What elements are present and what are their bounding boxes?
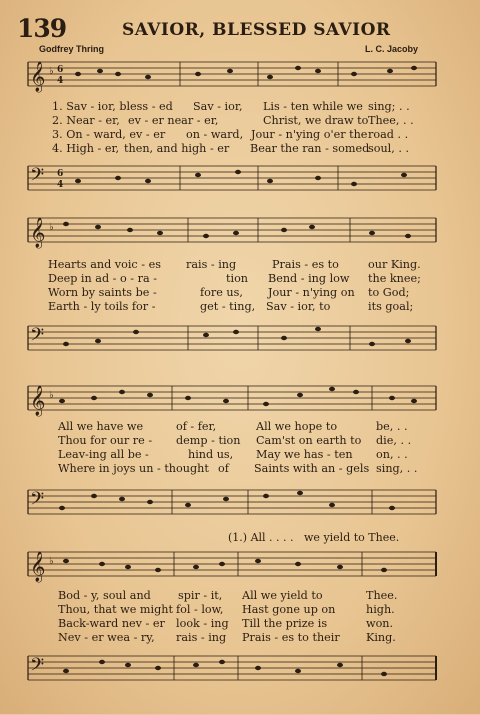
verse-line bbox=[0, 631, 480, 645]
music-staff-treble-3 bbox=[0, 380, 480, 420]
svg-text:𝄞: 𝄞 bbox=[30, 218, 46, 248]
hymn-number: 139 bbox=[17, 14, 67, 43]
lyric-fragment: our King. bbox=[368, 258, 421, 271]
lyric-fragment: to God; bbox=[368, 286, 410, 299]
verse-line bbox=[0, 603, 480, 617]
music-staff-treble-4 bbox=[0, 546, 480, 586]
svg-text:4: 4 bbox=[57, 180, 64, 190]
lyric-fragment: Where in joys un - thought bbox=[58, 462, 209, 475]
lyric-fragment: Prais - es to their bbox=[242, 631, 340, 644]
svg-text:𝄞: 𝄞 bbox=[30, 62, 46, 92]
lyric-fragment: high. bbox=[366, 603, 395, 616]
music-staff-treble-2 bbox=[0, 212, 480, 252]
svg-text:4: 4 bbox=[57, 76, 64, 86]
lyric-fragment: 4. High - er, bbox=[52, 142, 120, 155]
verse-line bbox=[0, 114, 480, 128]
verse-line bbox=[0, 434, 480, 448]
svg-text:♭: ♭ bbox=[49, 66, 54, 77]
lyric-fragment: Hast gone up on bbox=[242, 603, 336, 616]
lyric-fragment: tion bbox=[226, 272, 249, 285]
svg-text:♭: ♭ bbox=[49, 556, 54, 567]
svg-text:6: 6 bbox=[57, 65, 64, 75]
lyric-fragment: Thee, . . bbox=[368, 114, 414, 127]
lyric-fragment: fore us, bbox=[200, 286, 243, 299]
lyric-fragment: Bend - ing low bbox=[268, 272, 350, 285]
author-credit: Godfrey Thring bbox=[39, 44, 104, 54]
lyric-fragment: ev - er near - er, bbox=[128, 114, 219, 127]
lyric-fragment: Deep in ad - o - ra - bbox=[48, 272, 157, 285]
lyric-fragment: fol - low, bbox=[176, 603, 224, 616]
lyric-fragment: on, . . bbox=[376, 448, 408, 461]
lyric-fragment: die, . . bbox=[376, 434, 412, 447]
lyric-fragment: won. bbox=[366, 617, 394, 630]
lyric-fragment: Thee. bbox=[366, 589, 398, 602]
lyric-fragment: Prais - es to bbox=[272, 258, 339, 271]
music-staff-bass-2 bbox=[0, 320, 480, 360]
lyric-fragment: All we yield to bbox=[242, 589, 323, 602]
svg-text:𝄢: 𝄢 bbox=[30, 489, 45, 514]
lyric-fragment: Back-ward nev - er bbox=[58, 617, 165, 630]
lyric-fragment: soul, . . bbox=[368, 142, 410, 155]
lyric-fragment: Leav-ing all be - bbox=[58, 448, 149, 461]
lyric-fragment: 3. On - ward, ev - er bbox=[52, 128, 166, 141]
svg-text:6: 6 bbox=[57, 169, 64, 179]
lyric-fragment: Hearts and voic - es bbox=[48, 258, 161, 271]
lyric-fragment: Sav - ior, to bbox=[266, 300, 331, 313]
music-staff-bass-1 bbox=[0, 160, 480, 200]
lyric-fragment: be, . . bbox=[376, 420, 408, 433]
music-staff-treble-1 bbox=[0, 56, 480, 96]
lyric-fragment: rais - ing bbox=[186, 258, 237, 271]
music-staff-bass-4 bbox=[0, 650, 480, 690]
svg-text:𝄢: 𝄢 bbox=[30, 655, 45, 680]
svg-text:♭: ♭ bbox=[49, 222, 54, 233]
lyric-fragment: hind us, bbox=[188, 448, 234, 461]
lyric-fragment: sing; . . bbox=[368, 100, 410, 113]
lyric-fragment: 2. Near - er, bbox=[52, 114, 120, 127]
verse-line bbox=[0, 286, 480, 300]
lyric-fragment: Thou for our re - bbox=[58, 434, 153, 447]
lyric-fragment: on - ward, bbox=[186, 128, 244, 141]
verse-line bbox=[0, 272, 480, 286]
svg-text:𝄞: 𝄞 bbox=[30, 552, 46, 582]
lyric-fragment: Sav - ior, bbox=[193, 100, 243, 113]
verse-line bbox=[0, 142, 480, 156]
svg-text:𝄢: 𝄢 bbox=[30, 325, 45, 350]
lyric-fragment: Christ, we draw to bbox=[263, 114, 369, 127]
lyric-fragment: the knee; bbox=[368, 272, 421, 285]
verse-line bbox=[0, 420, 480, 434]
lyric-fragment: Jour - n'ying o'er the bbox=[251, 128, 368, 141]
lyric-fragment: Jour - n'ying on bbox=[268, 286, 355, 299]
svg-text:𝄢: 𝄢 bbox=[30, 165, 45, 190]
lyric-fragment: Nev - er wea - ry, bbox=[58, 631, 155, 644]
hymn-title: SAVIOR, BLESSED SAVIOR bbox=[122, 20, 391, 40]
lyric-fragment: get - ting, bbox=[200, 300, 256, 313]
lyric-fragment: Bod - y, soul and bbox=[58, 589, 151, 602]
lyric-fragment: Cam'st on earth to bbox=[256, 434, 362, 447]
lyric-fragment: King. bbox=[366, 631, 396, 644]
verse-line bbox=[0, 617, 480, 631]
svg-text:♭: ♭ bbox=[49, 390, 54, 401]
verse-line bbox=[0, 448, 480, 462]
lyric-fragment: Earth - ly toils for - bbox=[48, 300, 156, 313]
lyric-fragment: its goal; bbox=[368, 300, 414, 313]
lyric-fragment: Lis - ten while we bbox=[263, 100, 363, 113]
lyric-fragment: Bear the ran - somed bbox=[250, 142, 370, 155]
verse-line bbox=[0, 462, 480, 476]
lyric-fragment: 1. Sav - ior, bless - ed bbox=[52, 100, 173, 113]
verse-line bbox=[0, 100, 480, 114]
lyric-fragment: All we have we bbox=[58, 420, 144, 433]
lyric-fragment: of bbox=[218, 462, 229, 475]
lyric-fragment: Thou, that we might bbox=[58, 603, 173, 616]
lyric-fragment: look - ing bbox=[176, 617, 229, 630]
verse-line bbox=[0, 300, 480, 314]
lyric-fragment: Saints with an - gels bbox=[254, 462, 370, 475]
music-staff-bass-3 bbox=[0, 484, 480, 524]
lyric-fragment: demp - tion bbox=[176, 434, 241, 447]
lyric-fragment: spir - it, bbox=[178, 589, 223, 602]
lyric-fragment: of - fer, bbox=[176, 420, 217, 433]
verse-line bbox=[0, 258, 480, 272]
lyric-fragment: then, and high - er bbox=[124, 142, 230, 155]
lyric-fragment: sing, . . bbox=[376, 462, 418, 475]
lyric-fragment: May we has - ten bbox=[256, 448, 353, 461]
verse-line bbox=[0, 589, 480, 603]
lyric-fragment: Worn by saints be - bbox=[48, 286, 157, 299]
verse-line bbox=[0, 128, 480, 142]
lyric-fragment: rais - ing bbox=[176, 631, 227, 644]
composer-credit: L. C. Jacoby bbox=[365, 44, 419, 54]
lyric-fragment: All we hope to bbox=[256, 420, 338, 433]
refrain-line: (1.) All . . . . we yield to Thee. bbox=[228, 531, 400, 544]
lyric-fragment: road . . bbox=[368, 128, 409, 141]
svg-text:𝄞: 𝄞 bbox=[30, 386, 46, 416]
lyric-fragment: Till the prize is bbox=[242, 617, 328, 630]
